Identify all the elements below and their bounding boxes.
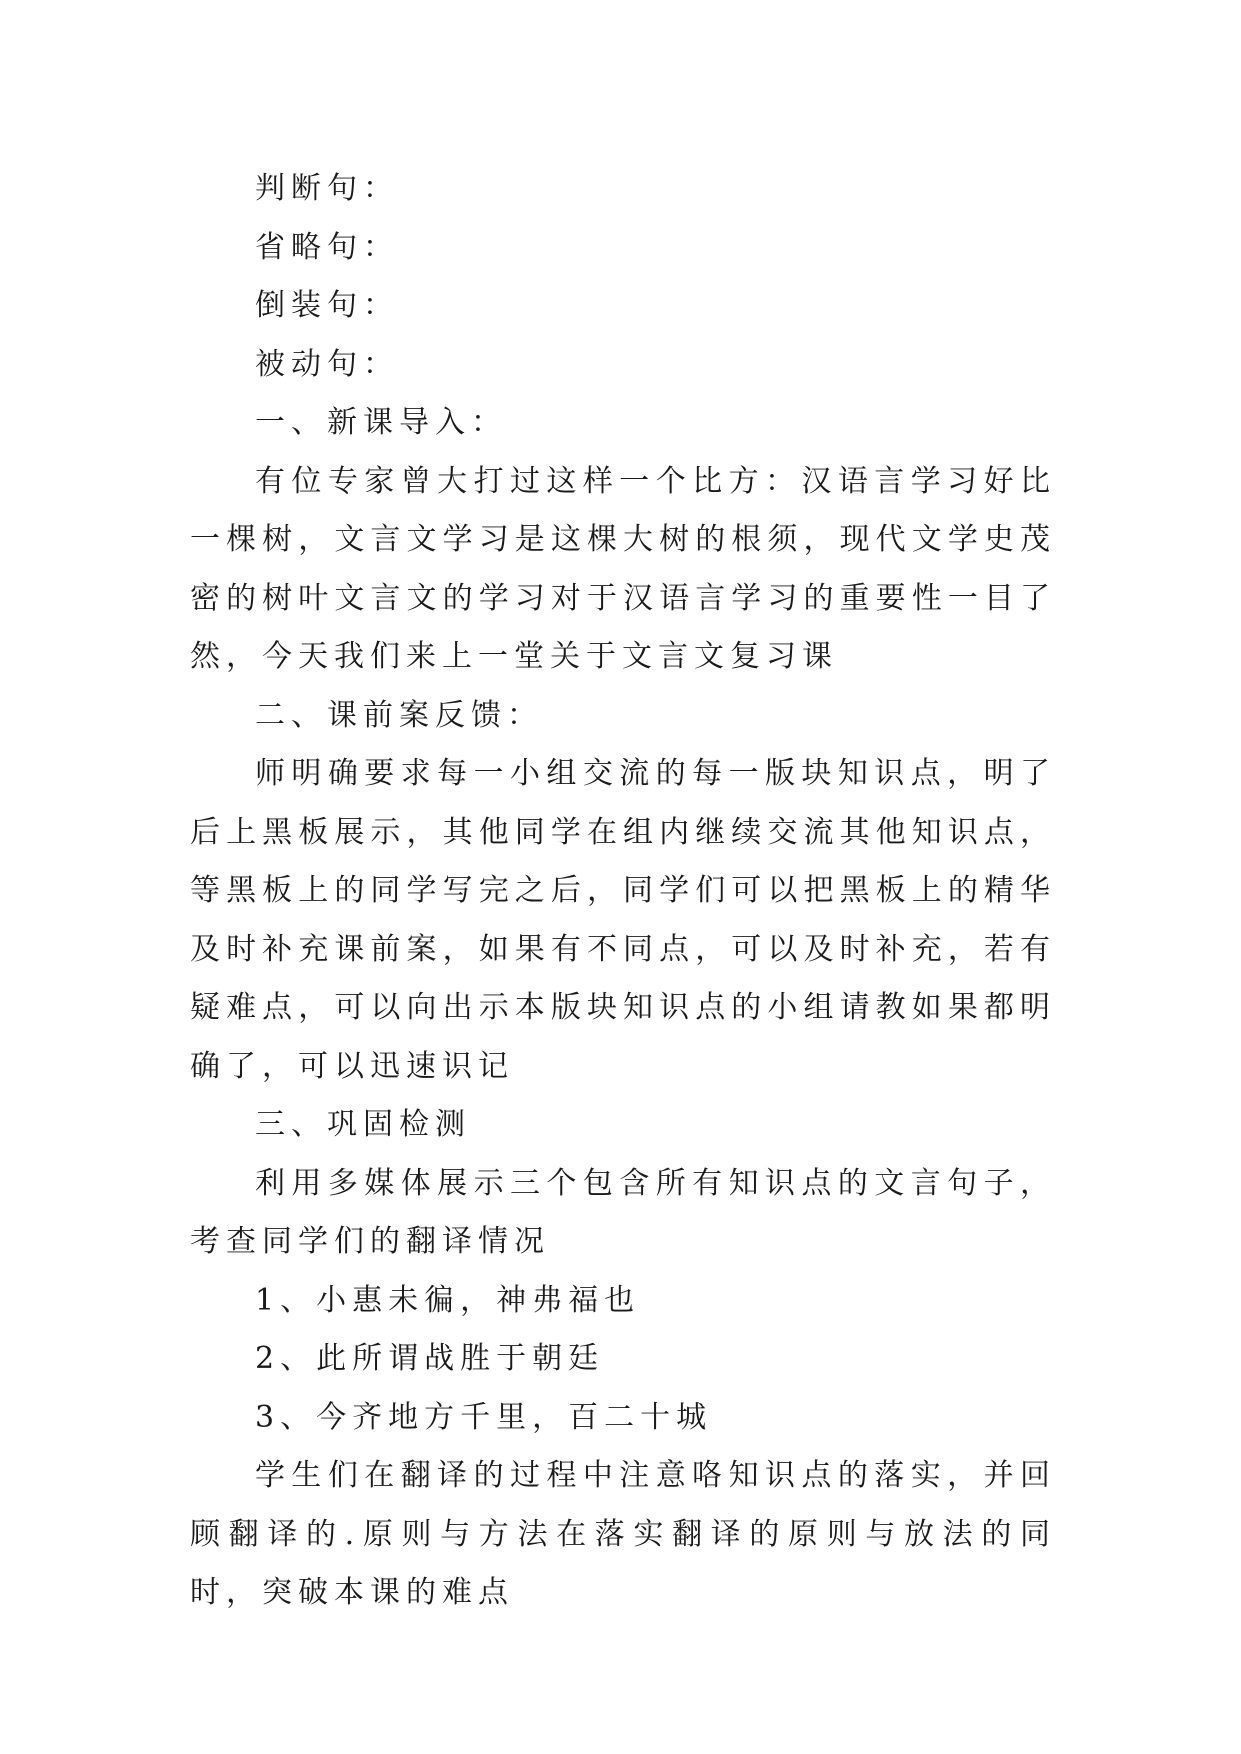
label-inversion-sentence: 倒装句：: [255, 288, 399, 323]
paragraph-final: 学生们在翻译的过程中注意咯知识点的落实，并回顾翻译的.原则与方法在落实翻译的原则与放法的同时，突破本课的难点: [190, 1458, 1056, 1610]
section-heading-check: 三、巩固检测: [255, 1107, 471, 1142]
list-item: 1、小惠未徧，神弗福也: [255, 1282, 641, 1318]
list-item: 2、此所谓战胜于朝廷: [255, 1341, 605, 1376]
label-ellipsis-sentence: 省略句：: [255, 229, 399, 265]
paragraph-check: 利用多媒体展示三个包含所有知识点的文言句子，考查同学们的翻译情况: [190, 1165, 1056, 1259]
document-page: [190, 160, 1056, 1623]
list-item: 3、今齐地方千里，百二十城: [255, 1399, 713, 1435]
section-heading-feedback: 二、课前案反馈：: [255, 697, 543, 733]
label-passive-sentence: 被动句：: [255, 346, 399, 382]
paragraph-feedback: 师明确要求每一小组交流的每一版块知识点，明了后上黑板展示，其他同学在组内继续交流其他知识点，等黑板上的同学写完之后，同学们可以把黑板上的精华及时补充课前案，如果有不同点，可以及时补充，若有疑难点，可以向出示本版块知识点的小组请教如果都明确了，可以迅速识记: [190, 756, 1056, 1084]
paragraph-intro: 有位专家曾大打过这样一个比方：汉语言学习好比一棵树，文言文学习是这棵大树的根须，现代文学史茂密的树叶文言文的学习对于汉语言学习的重要性一目了然，今天我们来上一堂关于文言文复习课: [190, 463, 1056, 674]
section-heading-intro: 一、新课导入：: [255, 405, 507, 440]
label-judgment-sentence: 判断句：: [255, 171, 399, 206]
